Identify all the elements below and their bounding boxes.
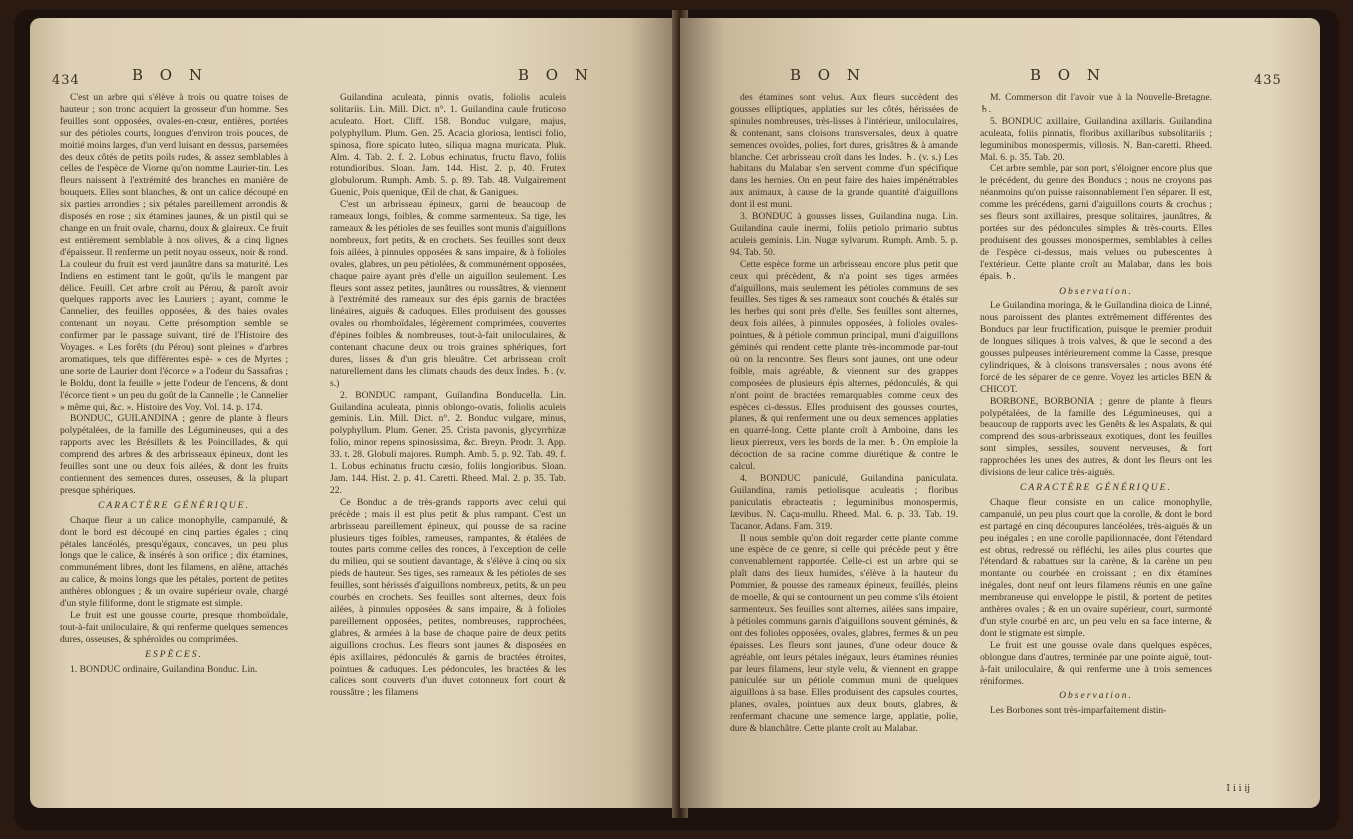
section-heading: ESPÈCES. <box>145 648 203 660</box>
text-column-2 <box>980 92 1212 782</box>
paragraph: M. Commerson dit l'avoir vue à la Nouvelle-Bretagne. ♄. <box>980 92 1212 115</box>
paragraph: BONDUC, GUILANDINA ; genre de plante à fleurs polypétalées, de la famille des Légumineuses, qui a des rapports avec les Brésillets & les Poincillades, & qui comprend des arbres & des arbrisseaux épineux, dont les feuilles sont une ou deux fois ailées, & dont les fruits contiennent des semences dures, osseuses, & la plupart presque sphériques. <box>60 413 288 496</box>
section-heading: Observation. <box>1059 285 1133 297</box>
paragraph: 3. BONDUC à gousses lisses, Guilandina nuga. Lin. Guilandina caule inermi, foliis petiolo primario subtus aculeis geminis. Lin. Nugæ sylvarum. Rumph. Amb. 5. p. 94. Tab. 50. <box>730 211 958 258</box>
left-page <box>30 18 680 808</box>
paragraph: Chaque fleur consiste en un calice monophylle, campanulé, un peu plus court que la corolle, & dont le bord est partagé en cinq découpures lancéolées, très-aiguës & un peu inégales ; en une corolle papilionnacée, dont l'étendard est obtus, redressé ou réfléchi, les ailes plus courtes que l'étendard & rabattues sur la carène, & la carène un peu montante ou courbée en croissant ; en dix étamines inégales, dont neuf ont leurs filamens réunis en une gaîne membraneuse qui enveloppe le pistil, & portent de petites anthères ovales ; & en un ovaire supérieur, court, surmonté d'un style courbé en arc, un peu velu en sa face interne, & dont le stigmate est simple. <box>980 496 1212 639</box>
running-header-left: B O N <box>132 66 208 84</box>
paragraph: C'est un arbre qui s'élève à trois ou quatre toises de hauteur ; son tronc acquiert la grosseur d'un homme. Ses feuilles sont opposées, ovales-en-cœur, entières, portées sur des pétioles courts, longues d'environ trois pouces, de moitié moins larges, d'un verd luisant en dessus, parsemées des deux côtés de petits poils rudes, & assez semblables à celles de l'espèce de Viorne qu'on nomme Laurier-tin. Les fleurs naissent à l'extrémité des branches en manière de bouquets. Elles sont blanches, & ont un calice découpé en six parties arrondies ; six pétales pareillement arrondis & disposés en rose ; six étamines jaunes, & un pistil qui se change en un fruit ovale, charnu, doux & glaireux. Ce fruit est entièrement semblable à nos olives, & a cinq lignes d'épaisseur. Il renferme un petit noyau osseux, noir & rond. La couleur du fruit est verd jaunâtre dans sa maturité. Les Indiens en estiment tant le goût, qu'ils le mangent par délice. Feuill. Cet arbre croît au Pérou, & paroît avoir quelques rapports avec les Lauriers ; ayant, comme le Cannelier, des feuilles opposées, & des baies ovales contenant un noyau. Cette présomption semble se confirmer par le passage suivant, tiré de l'Histoire des Voyages. « Les forêts (du Pérou) sont pleines » d'arbres aromatiques, tels que différentes espè- » ces de Myrtes ; une sorte de Laurier dont l'écorce » a l'odeur du Sassafras ; le Boldu, dont la feuille » jette l'odeur de l'encens, & dont l'écorce tient » un peu du goût de la Cannelle ; le Cannelier » même qui, &c. ». Histoire des Voy. Vol. 14. p. 174. <box>60 92 288 413</box>
paragraph: C'est un arbrisseau épineux, garni de beaucoup de rameaux longs, foibles, & comme sarmenteux. Sa tige, les rameaux & les pétioles de ses feuilles sont munis d'aiguillons nombreux, fort petits, & en crochets. Ses feuilles sont deux fois ailées, à pinnules opposées & sans impaire, & à folioles ovales, glabres, un peu pétiolées, & communément opposées, chaque paire ayant près d'elle un aiguillon seulement. Les fleurs sont assez petites, jaunâtres ou roussâtres, & viennent à l'extrémité des rameaux sur des épis garnis de bractées linéaires, aiguës & caduques. Elles produisent des gousses ovales ou rhomboïdales, légèrement comprimées, couvertes d'épines foibles & nombreuses, tout-à-fait uniloculaires, & contenant chacune deux ou trois graines sphériques, fort dures, lisses & d'un gris bleuâtre. Cet arbrisseau croît naturellement dans les climats chauds des deux Indes. ♄. (v. s.) <box>330 199 566 389</box>
running-header-right: B O N <box>518 66 594 84</box>
running-header-left: B O N <box>790 66 866 84</box>
running-header-right: B O N <box>1030 66 1106 84</box>
paragraph: Cette espèce forme un arbrisseau encore plus petit que ceux qui précèdent, & n'a point ses tiges armées d'aiguillons, mais seulement les pétioles communs de ses feuilles. Ses tiges & ses rameaux sont couchés & étalés sur les herbes qui sont près d'elle. Ses feuilles sont alternes, deux fois ailées, à pinnules opposées, à folioles ovales-pointues, & à pétiole commun principal, muni d'aiguillons géminés qui rendent cette plante très-incommode par-tout où on la rencontre. Ses fleurs sont jaunes, ont une odeur foible, mais agréable, & viennent sur des grappes composées de plusieurs épis alternes, pédonculés, & qui n'ont point de bractées remarquables comme ceux des espèces ci-dessus. Elles produisent des gousses courtes, planes, & qui renferment une ou deux semences applaties en quarré-long. Cette plante croît à Amboine, dans les lieux pierreux, vers les bords de la mer. ♄. On emploie la décoction de sa racine comme diurétique & contre le calcul. <box>730 258 958 473</box>
paragraph: Le fruit est une gousse courte, presque rhomboïdale, tout-à-fait uniloculaire, & qui renferme quelques semences dures, osseuses, & sphéroïdes ou comprimées. <box>60 609 288 645</box>
page-number: 434 <box>52 73 80 88</box>
paragraph: Chaque fleur a un calice monophylle, campanulé, & dont le bord est découpé en cinq parties égales ; cinq pétales lancéolés, presqu'égaux, concaves, un peu plus longs que le calice, & insérés à son orifice ; dix étamines, communément libres, dont les filamens, en alêne, attachés au calice, & moins longs que les pétales, portent de petites anthères oblongues ; & un ovaire supérieur ovale, chargé d'un style filiforme, dont le stigmate est simple. <box>60 514 288 610</box>
paragraph: 2. BONDUC rampant, Guilandina Bonducella. Lin. Guilandina aculeata, pinnis oblongo-ovatis, foliolis aculeis geminis. Lin. Mill. Dict. n°. 2. Bonduc vulgare, minus, polyphyllum. Plum. Gener. 25. Crista pavonis, glycyrrhizæ folio, minor repens spinosissima, &c. Breyn. Prodr. 3. App. 33. t. 28. Globuli majores. Rumph. Amb. 5. p. 92. Tab. 49. f. 1. Lobus echinatus fructu cæsio, foliis longioribus. Sloan. Jam. 144. Hist. 2. p. 41. Caretti. Rheed. Mal. 2. p. 35. Tab. 22. <box>330 389 566 496</box>
paragraph: 5. BONDUC axillaire, Guilandina axillaris. Guilandina aculeata, foliis pinnatis, floribus axillaribus subsolitariis ; leguminibus monospermis, villosis. N. Ban-caretti. Rheed. Mal. 6. p. 35. Tab. 20. <box>980 115 1212 163</box>
text-column-1 <box>60 92 288 782</box>
paragraph: Le fruit est une gousse ovale dans quelques espèces, oblongue dans d'autres, terminée par une pointe aiguë, tout-à-fait uniloculaire, & qui renferme une à trois semences réniformes. <box>980 639 1212 687</box>
section-heading: CARACTÈRE GÉNÉRIQUE. <box>98 499 250 511</box>
paragraph: 1. BONDUC ordinaire, Guilandina Bonduc. Lin. <box>70 663 258 675</box>
right-page <box>680 18 1320 808</box>
paragraph: 4. BONDUC paniculé, Guilandina paniculata. Guilandina, ramis petiolisque aculeatis ; floribus paniculatis ebracteatis ; leguminibus monospermis, lævibus. N. Caçu-mullu. Rheed. Mal. 6. p. 33. Tab. 19. Tacanor. Adans. Fam. 319. <box>730 473 958 532</box>
paragraph: Ce Bonduc a de très-grands rapports avec celui qui précède ; mais il est plus petit & plus rampant. C'est un arbrisseau pareillement épineux, qui pousse de sa racine plusieurs tiges foibles, rameuses, rampantes, & étalées de toutes parts comme celles des ronces, à l'exception de celle du milieu, qui se soutient davantage, & s'élève à cinq ou six pieds de hauteur. Ses tiges, ses rameaux & les pétioles de ses feuilles, sont hérissés d'aiguillons nombreux, petits, & un peu courbés en crochets. Ses feuilles sont alternes, deux fois ailées, à pinnules opposées & sans impaire, & à folioles pareillement opposées, petites, nombreuses, rapprochées, glabres, & armées à la base de chaque paire de deux petits aiguillons crochus. Les fleurs sont jaunes & disposées en épis axillaires, pédonculés & garnis de bractées étroites, pointues & caduques. Les pédoncules, les bractées & les calices sont couverts d'un duvet cotonneux fort court & roussâtre ; les filamens <box>330 496 566 699</box>
page-number: 435 <box>1254 73 1282 88</box>
signature-mark: I i i ij <box>1226 784 1250 794</box>
paragraph: BORBONE, BORBONIA ; genre de plante à fleurs polypétalées, de la famille des Légumineuses, qui a beaucoup de rapports avec les Genêts & les Aspalats, & qui comprend des sous-arbrisseaux exotiques, dont les feuilles sont simples, sessiles, souvent nerveuses, & fort rapprochées les unes des autres, & dont les fleurs ont les divisions de leur calice très-aiguës. <box>980 395 1212 479</box>
paragraph: Cet arbre semble, par son port, s'éloigner encore plus que le précédent, du genre des Bonducs ; nous ne croyons pas néanmoins qu'on puisse raisonnablement l'en séparer. Il est, comme les précédens, garni d'aiguillons courts & crochus ; ses fleurs sont axillaires, presque solitaires, jaunâtres, & portées sur des pédoncules simples & très-courts. Elles produisent des gousses monospermes, semblables à celles de l'espèce ci-dessus, mais velues ou pubescentes à l'extérieur. Cette plante croît au Malabar, dans les bois épais. ♄. <box>980 163 1212 282</box>
paragraph: Le Guilandina moringa, & le Guilandina dioica de Linné, nous paroissent des plantes extrêmement différentes des Bonducs par leur fructification, puisque le premier produit de longues siliques à trois valves, & que le second a des gousses pulpeuses intérieurement comme la Casse, presque cylindriques, & à cloisons transversales ; nous avons été forcé de les séparer de ce genre. Voyez les articles BEN & CHICOT. <box>980 300 1212 395</box>
paragraph: Guilandina aculeata, pinnis ovatis, foliolis aculeis solitariis. Lin. Mill. Dict. n°. 1. Guilandina caule fruticoso aculeato. Hort. Cliff. 158. Bonduc vulgare, majus, polyphyllum. Plum. Gen. 25. Acacia gloriosa, lentisci folio, spinosa, flore spicato luteo, siliqua magna muricata. Pluk. Alm. 4. Tab. 2. f. 2. Lobus echinatus, fructu flavo, foliis rotundioribus. Sloan. Jam. 144. Hist. 2. p. 40. Frutex globulorum. Rumph. Amb. 5. p. 89. Tab. 48. Vulgairement Guenic, Pois quenique, Œil de chat, & Ganigues. <box>330 92 566 199</box>
section-heading: Observation. <box>1059 690 1133 702</box>
paragraph: des étamines sont velus. Aux fleurs succèdent des gousses elliptiques, applaties sur les côtés, hérissées de spinules nombreuses, très-lisses à l'intérieur, uniloculaires, & contenant, sans cloisons transversales, deux à quatre semences ovoïdes, polies, fort dures, grisâtres & à amande blanche. Cet arbrisseau croît dans les Indes. ♄. (v. s.) Les habitans du Malabar s'en servent comme d'un spécifique dans les hernies. On en peut faire des haies impénétrables aux animaux, à cause de la grande quantité d'aiguillons dont il est muni. <box>730 92 958 211</box>
section-heading: CARACTÈRE GÉNÉRIQUE. <box>1020 482 1172 493</box>
paragraph: Les Borbones sont très-imparfaitement distin- <box>990 705 1167 717</box>
paragraph: Il nous semble qu'on doit regarder cette plante comme une espèce de ce genre, si celle qui précède peut y être convenablement rapportée. Celle-ci est un arbre qui se plaît dans des lieux humides, s'élève à la hauteur du Pommier, & pousse des rameaux épineux, feuillés, pleins de moelle, & qui se contournent un peu comme s'ils étoient sarmenteux. Ses feuilles sont alternes, ailées sans impaire, à pétioles communs garnis d'aiguillons souvent géminés, & ont des folioles opposées, ovales, glabres, fermes & un peu épaisses. Les fleurs sont jaunes, d'une odeur douce & agréable, ont leurs pétales inégaux, leurs étamines réunies par leurs filamens, leur style velu, & viennent en grappe paniculée sur un pétiole commun muni de quelques aiguillons à sa base. Elles produisent des capsules courtes, planes, ovales, pointues aux deux bouts, glabres, & renfermant chacune une semence large, applatie, polie, dure & blanchâtre. Cette plante croît au Malabar. <box>730 532 958 735</box>
text-column-2 <box>330 92 566 782</box>
text-column-1 <box>730 92 958 782</box>
